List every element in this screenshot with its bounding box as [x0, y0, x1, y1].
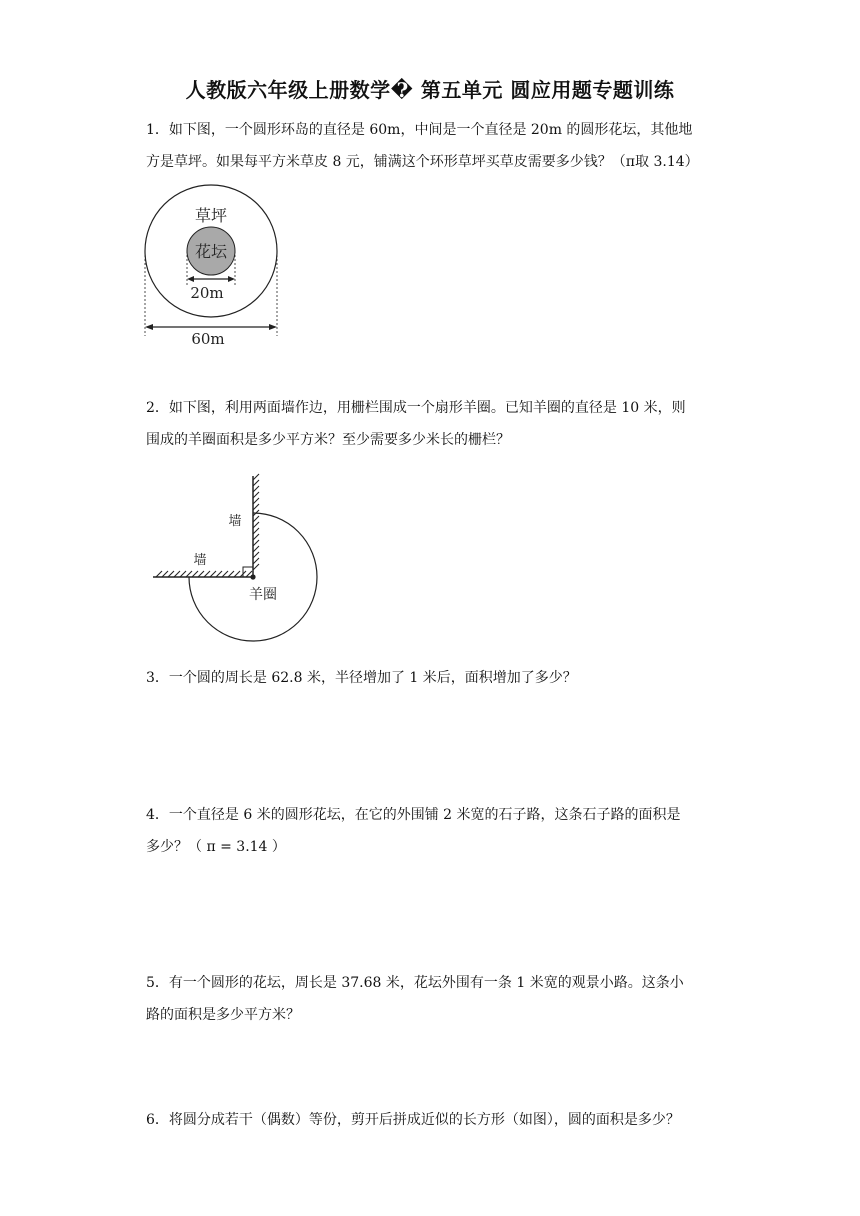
arrow-head [187, 276, 194, 282]
hatch-mark [253, 504, 259, 510]
question-line: 围成的羊圈面积是多少平方米？至少需要多少米长的栅栏？ [146, 432, 510, 448]
horizontal-wall-hatching [156, 571, 252, 577]
hatch-mark [253, 474, 259, 480]
arrow-head [269, 324, 277, 330]
question-4 [146, 799, 726, 863]
question-line: 3．一个圆的周长是 62.8 米，半径增加了 1 米后，面积增加了多少？ [146, 670, 577, 686]
hatch-mark [253, 486, 259, 492]
vertical-wall-hatching [253, 474, 259, 570]
hatch-mark [192, 571, 198, 577]
hatch-mark [253, 564, 259, 570]
question-line: 6．将圆分成若干（偶数）等份，剪开后拼成近似的长方形（如图），圆的面积是多少？ [146, 1112, 680, 1128]
pen-label: 羊圈 [249, 587, 277, 603]
hatch-mark [228, 571, 234, 577]
outer-diameter-label: 60m [191, 330, 225, 348]
question-line: 2．如下图，利用两面墙作边，用栅栏围成一个扇形羊圈。已知羊圈的直径是 10 米，则 [146, 400, 686, 416]
hatch-mark [253, 558, 259, 564]
hatch-mark [204, 571, 210, 577]
figure-ring-island [140, 180, 290, 350]
hatch-mark [253, 546, 259, 552]
arrow-head [228, 276, 235, 282]
hatch-mark [186, 571, 192, 577]
hatch-mark [253, 516, 259, 522]
question-5 [146, 967, 726, 1031]
question-3 [146, 662, 726, 694]
hatch-mark [216, 571, 222, 577]
question-6 [146, 1104, 726, 1136]
horizontal-wall-label: 墙 [193, 553, 207, 568]
hatch-mark [156, 571, 162, 577]
hatch-mark [253, 540, 259, 546]
hatch-mark [222, 571, 228, 577]
question-line: 5．有一个圆形的花坛，周长是 37.68 米，花坛外围有一条 1 米宽的观景小路。这条小 [146, 975, 684, 991]
question-2 [146, 392, 726, 456]
question-line: 4．一个直径是 6 米的圆形花坛，在它的外围铺 2 米宽的石子路，这条石子路的面积是 [146, 807, 681, 823]
page-title: 人教版六年级上册数学� 第五单元 圆应用题专题训练 [185, 78, 675, 102]
question-line: 方是草坪。如果每平方米草皮 8 元，铺满这个环形草坪买草皮需要多少钱？（π取 3.14） [146, 154, 699, 170]
hatch-mark [253, 534, 259, 540]
hatch-mark [174, 571, 180, 577]
lawn-label: 草坪 [194, 206, 228, 225]
figure-sheep-pen [150, 474, 330, 644]
question-1 [146, 114, 726, 178]
hatch-mark [210, 571, 216, 577]
arrow-head [145, 324, 153, 330]
flowerbed-label: 花坛 [194, 242, 228, 261]
hatch-mark [253, 480, 259, 486]
question-line: 多少？（ π = 3.14 ） [146, 839, 286, 855]
hatch-mark [180, 571, 186, 577]
hatch-mark [162, 571, 168, 577]
hatch-mark [253, 498, 259, 504]
question-line: 1．如下图，一个圆形环岛的直径是 60m，中间是一个直径是 20m 的圆形花坛，其他地 [146, 122, 693, 138]
hatch-mark [253, 552, 259, 558]
hatch-mark [234, 571, 240, 577]
inner-diameter-label: 20m [190, 284, 224, 302]
question-line: 路的面积是多少平方米？ [146, 1007, 300, 1023]
hatch-mark [253, 528, 259, 534]
hatch-mark [253, 492, 259, 498]
hatch-mark [253, 522, 259, 528]
hatch-mark [168, 571, 174, 577]
vertical-wall-label: 墙 [228, 514, 242, 529]
center-point [250, 574, 255, 579]
hatch-mark [198, 571, 204, 577]
